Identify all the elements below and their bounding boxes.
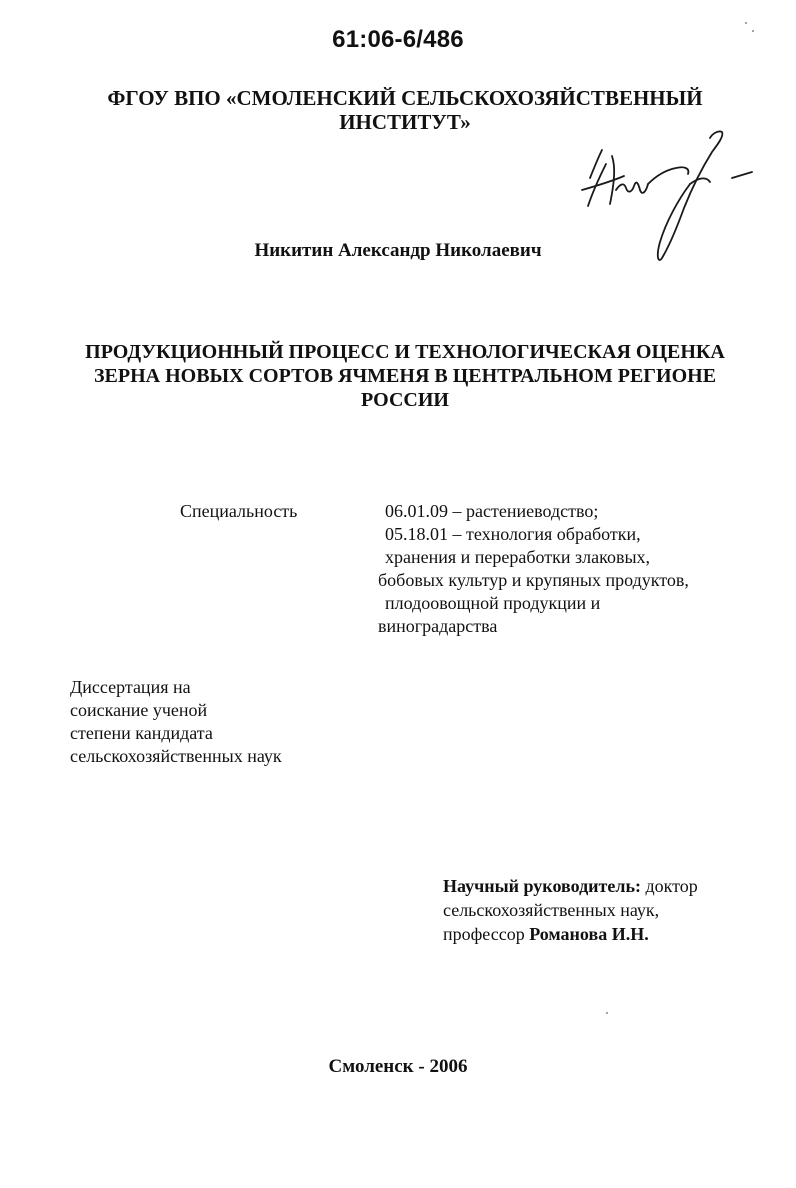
supervisor-degree: доктор	[641, 876, 698, 896]
degree-line-2: соискание ученой	[70, 700, 208, 720]
supervisor-block	[443, 874, 698, 946]
degree-line-4: сельскохозяйственных наук	[70, 746, 282, 766]
supervisor-line-2: сельскохозяйственных наук,	[443, 900, 660, 920]
degree-line-1: Диссертация на	[70, 677, 191, 697]
supervisor-line-3	[443, 922, 698, 946]
institution-line-2: ИНСТИТУТ»	[339, 110, 471, 134]
dissertation-title	[50, 340, 760, 412]
title-line-1: ПРОДУКЦИОННЫЙ ПРОЦЕСС И ТЕХНОЛОГИЧЕСКАЯ ОЦЕНКА	[85, 341, 725, 363]
scan-speck	[606, 1012, 608, 1014]
author-name: Никитин Александр Николаевич	[254, 240, 542, 261]
specialty-line-3: хранения и переработки злаковых,	[385, 547, 651, 567]
institution-line-1: ФГОУ ВПО «СМОЛЕНСКИЙ СЕЛЬСКОХОЗЯЙСТВЕННЫЙ	[107, 86, 703, 110]
scan-speck	[752, 30, 754, 32]
supervisor-name: Романова И.Н.	[529, 924, 649, 944]
specialty-line-4: бобовых культур и крупяных продуктов,	[378, 570, 689, 590]
specialty-line-6: виноградарства	[378, 616, 498, 636]
city-year: Смоленск - 2006	[328, 1056, 468, 1077]
specialty-label: Специальность	[180, 501, 298, 521]
title-line-2: ЗЕРНА НОВЫХ СОРТОВ ЯЧМЕНЯ В ЦЕНТРАЛЬНОМ РЕГИОНЕ	[93, 365, 717, 387]
scan-speck	[745, 22, 747, 24]
specialty-line-1: 06.01.09 – растениеводство;	[385, 501, 599, 521]
supervisor-label: Научный руководитель:	[443, 876, 641, 896]
document-code: 61:06-6/486	[332, 26, 464, 53]
supervisor-title: профессор	[443, 924, 530, 944]
specialty-line-5: плодоовощной продукции и	[385, 593, 601, 613]
dissertation-degree	[70, 676, 282, 768]
supervisor-line-1	[443, 874, 698, 898]
title-line-3: РОССИИ	[361, 389, 449, 411]
degree-line-3: степени кандидата	[70, 723, 213, 743]
specialty-line-2: 05.18.01 – технология обработки,	[385, 524, 641, 544]
